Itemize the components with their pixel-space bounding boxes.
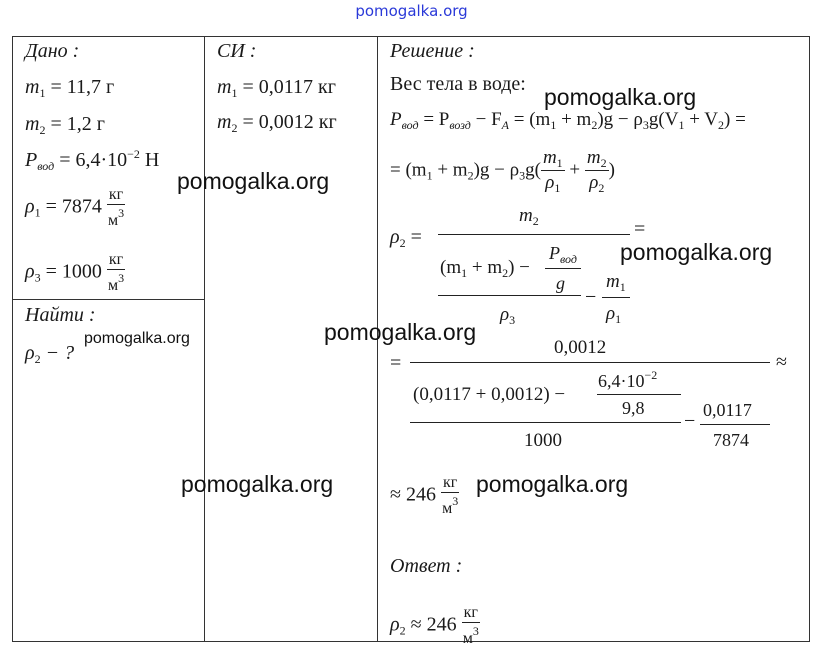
rho2-m1: $m_1$ — [606, 271, 626, 294]
numeric-den-part: (0,0117 + 0,0012) − — [413, 384, 566, 405]
rho2-pwater: $P_{вод}$ — [549, 243, 577, 266]
watermark: pomogalka.org — [84, 330, 190, 347]
given-m1: $m_1 = 11,7$ г — [25, 76, 115, 100]
watermark: pomogalka.org — [181, 471, 334, 497]
rho2-rho1: $\rho_1$ — [606, 303, 622, 326]
rho2-numerator: $m_2$ — [519, 205, 539, 228]
given-p-water: $P_{вод} = 6,4\cdot 10^{-2}$ Н — [25, 147, 160, 173]
rho2-minus: − — [585, 286, 597, 308]
solution-line-2: = $(m_1 + m_2)g - \rho_3g$( $\frac{m_1}{\rho_1}$ + $\frac{m_2}{\rho_2}$ ) — [390, 147, 615, 195]
rho2-trailing-eq: = — [634, 218, 646, 240]
solution-intro: Вес тела в воде: — [390, 73, 526, 95]
fraction-m1-rho1: $\frac{m_1}{\rho_1}$ — [542, 147, 563, 195]
si-m1: $m_1 = 0,0117$ кг — [217, 76, 336, 100]
given-heading: Дано : — [25, 40, 80, 62]
watermark: pomogalka.org — [324, 319, 477, 345]
numeric-rho3-value: 1000 — [524, 430, 562, 451]
numeric-main-bar — [410, 362, 770, 363]
rho2-main-bar — [438, 234, 630, 235]
rho2-rho3: $\rho_3$ — [500, 304, 516, 327]
rho2-lhs: $\rho_2$ = — [390, 226, 422, 250]
row-divider — [12, 299, 204, 300]
unit-fraction: $\frac{кг}{м^3}$ — [108, 186, 125, 229]
numeric-m1-rho1-bar — [700, 424, 770, 425]
rho2-m1-rho1-bar — [602, 297, 630, 298]
numeric-p-value: $6,4\cdot 10^{-2}$ — [598, 368, 658, 391]
watermark: pomogalka.org — [177, 168, 330, 194]
site-link[interactable]: pomogalka.org — [355, 2, 468, 20]
find-heading: Найти : — [25, 304, 96, 326]
watermark: pomogalka.org — [544, 84, 697, 110]
unit-fraction: $\frac{кг}{м^3}$ — [462, 604, 479, 647]
fraction-m2-rho2: $\frac{m_2}{\rho_2}$ — [586, 147, 607, 195]
numeric-p-over-g-bar — [597, 394, 681, 395]
numeric-numerator: 0,0012 — [554, 337, 607, 358]
si-m2: $m_2 = 0,0012$ кг — [217, 111, 337, 135]
column-divider-1 — [204, 36, 205, 642]
numeric-g-value: 9,8 — [622, 398, 645, 418]
numeric-minus: − — [684, 410, 696, 432]
numeric-eq: = — [390, 352, 402, 374]
unit-fraction: $\frac{кг}{м^3}$ — [108, 251, 125, 294]
rho2-p-over-g-bar — [545, 268, 581, 269]
answer-heading: Ответ : — [390, 555, 463, 577]
rho2-den-part: $(m_1 + m_2)$ − — [440, 257, 530, 280]
watermark: pomogalka.org — [476, 471, 629, 497]
numeric-sub-bar — [410, 422, 681, 423]
watermark: pomogalka.org — [620, 239, 773, 265]
answer-value: $\rho_2 \approx 246$ $\frac{кг}{м^3}$ — [390, 604, 479, 647]
given-m2: $m_2 = 1,2$ г — [25, 113, 105, 137]
given-rho3: $\rho_3 = 1000$ $\frac{кг}{м^3}$ — [25, 251, 125, 294]
rho2-g: g — [556, 273, 565, 293]
numeric-m1-value: 0,0117 — [703, 400, 752, 420]
si-heading: СИ : — [217, 40, 257, 62]
unit-fraction: $\frac{кг}{м^3}$ — [442, 474, 459, 517]
numeric-approx: ≈ — [776, 351, 787, 373]
rho2-sub-bar — [438, 295, 581, 296]
solution-line-1: $P_{вод} = P_{возд} - F_A = (m_1 + m_2)g - \rho_3g(V_1 + V_2)$ = — [390, 109, 746, 132]
result-approx: ≈ 246 $\frac{кг}{м^3}$ — [390, 474, 459, 517]
find-rho2: $\rho_2$ − ? — [25, 342, 75, 366]
given-rho1: $\rho_1 = 7874$ $\frac{кг}{м^3}$ — [25, 186, 125, 229]
numeric-rho1-value: 7874 — [713, 430, 749, 450]
solution-heading: Решение : — [390, 40, 475, 62]
